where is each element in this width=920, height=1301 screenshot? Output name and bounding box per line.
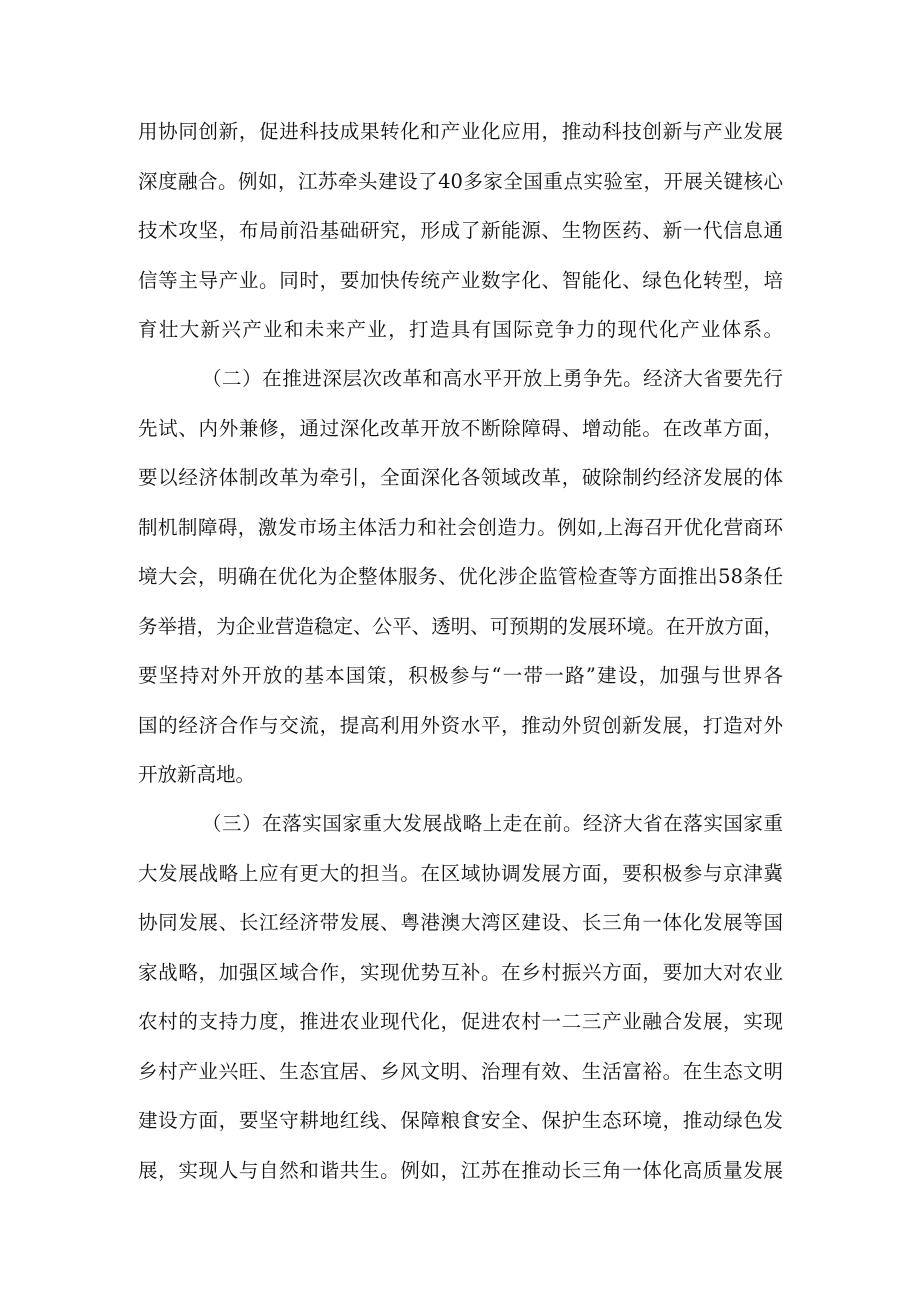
- paragraph-line: （三）在落实国家重大发展战略上走在前。经济大省在落实国家重: [202, 812, 783, 835]
- paragraph-line: 国的经济合作与交流，提高利用外资水平，推动外贸创新发展，打造对外: [138, 713, 783, 737]
- paragraph-line: 先试、内外兼修，通过深化改革开放不断除障碍、增动能。在改革方面，: [138, 416, 783, 440]
- paragraph-1: [138, 107, 783, 355]
- paragraph-line: 大发展战略上应有更大的担当。在区域协调发展方面，要积极参与京津冀: [138, 861, 783, 885]
- paragraph-line: 协同发展、长江经济带发展、粤港澳大湾区建设、长三角一体化发展等国: [138, 911, 783, 934]
- paragraph-line: 要以经济体制改革为牵引，全面深化各领域改革，破除制约经济发展的体: [138, 466, 783, 489]
- paragraph-2: [138, 354, 783, 800]
- paragraph-line: 务举措，为企业营造稳定、公平、透明、可预期的发展环境。在开放方面，: [138, 614, 783, 638]
- paragraph-line: 用协同创新，促进科技成果转化和产业化应用，推动科技创新与产业发展: [138, 120, 783, 143]
- paragraph-line: 要坚持对外开放的基本国策，积极参与“一带一路”建设，加强与世界各: [138, 664, 783, 687]
- paragraph-line: 育壮大新兴产业和未来产业，打造具有国际竞争力的现代化产业体系。: [138, 318, 783, 341]
- paragraph-line: 开放新高地。: [138, 763, 256, 786]
- paragraph-line: 乡村产业兴旺、生态宜居、乡风文明、治理有效、生活富裕。在生态文明: [138, 1059, 783, 1083]
- paragraph-line: 家战略，加强区域合作，实现优势互补。在乡村振兴方面，要加大对农业: [138, 960, 783, 984]
- paragraph-line: 深度融合。例如，江苏牵头建设了40多家全国重点实验室，开展关键核心: [138, 169, 783, 193]
- paragraph-line: 制机制障碍，激发市场主体活力和社会创造力。例如,上海召开优化营商环: [138, 515, 783, 539]
- paragraph-line: 境大会，明确在优化为企整体服务、优化涉企监管检查等方面推出58条任: [138, 565, 783, 588]
- paragraph-line: 农村的支持力度，推进农业现代化，促进农村一二三产业融合发展，实现: [138, 1010, 783, 1033]
- paragraph-line: 建设方面，要坚守耕地红线、保障粮食安全、保护生态环境，推动绿色发: [138, 1109, 783, 1132]
- paragraph-line: （二）在推进深层次改革和高水平开放上勇争先。经济大省要先行: [202, 367, 783, 390]
- paragraph-3: [138, 799, 783, 1195]
- paragraph-line: 信等主导产业。同时，要加快传统产业数字化、智能化、绿色化转型，培: [138, 268, 783, 292]
- paragraph-line: 技术攻坚，布局前沿基础研究，形成了新能源、生物医药、新一代信息通: [138, 219, 783, 242]
- paragraph-line: 展，实现人与自然和谐共生。例如，江苏在推动长三角一体化高质量发展: [138, 1158, 783, 1182]
